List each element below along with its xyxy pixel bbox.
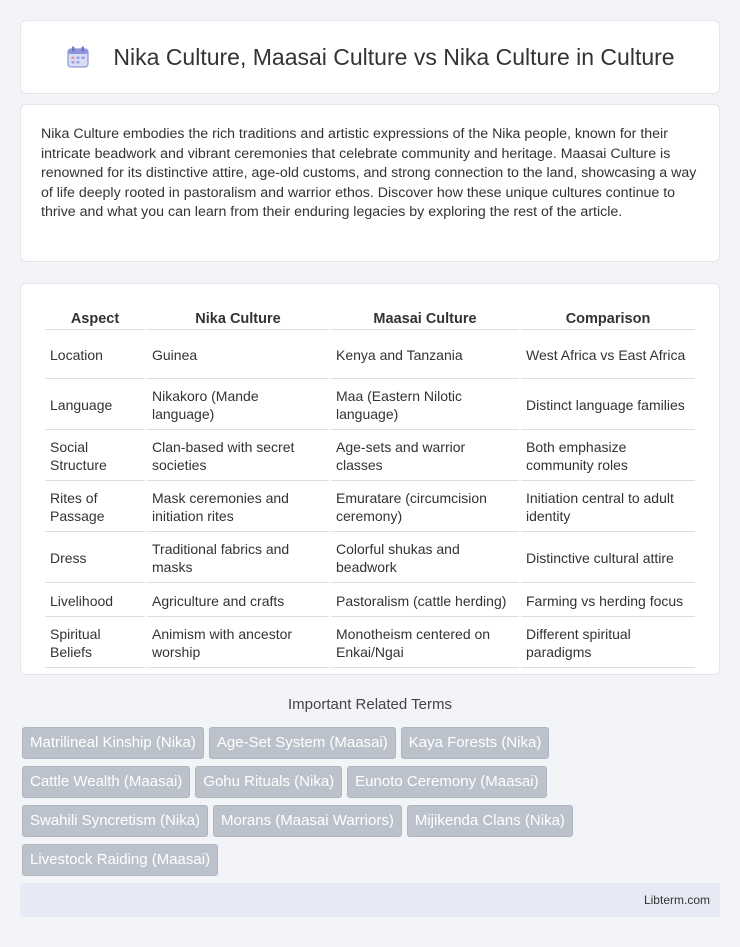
header-card: [20, 20, 720, 94]
column-header-nika: Nika Culture: [147, 306, 329, 330]
table-cell: Agriculture and crafts: [147, 585, 329, 617]
related-term-tag[interactable]: Mijikenda Clans (Nika): [407, 805, 573, 837]
table-row: [45, 534, 695, 583]
table-row: [45, 332, 695, 379]
table-cell: West Africa vs East Africa: [521, 332, 695, 379]
table-cell: Location: [45, 332, 145, 379]
table-cell: Clan-based with secret societies: [147, 432, 329, 481]
table-row: [45, 483, 695, 532]
footer: [20, 883, 720, 917]
table-cell: Pastoralism (cattle herding): [331, 585, 519, 617]
table-cell: Social Structure: [45, 432, 145, 481]
table-row: [45, 432, 695, 481]
table-cell: Farming vs herding focus: [521, 585, 695, 617]
related-terms-list: [22, 727, 722, 883]
table-cell: Colorful shukas and beadwork: [331, 534, 519, 583]
table-cell: Distinct language families: [521, 381, 695, 430]
table-cell: Emuratare (circumcision ceremony): [331, 483, 519, 532]
table-row: [45, 619, 695, 668]
table-cell: Animism with ancestor worship: [147, 619, 329, 668]
column-header-maasai: Maasai Culture: [331, 306, 519, 330]
table-cell: Different spiritual paradigms: [521, 619, 695, 668]
table-cell: Distinctive cultural attire: [521, 534, 695, 583]
related-term-tag[interactable]: Livestock Raiding (Maasai): [22, 844, 218, 876]
intro-text: Nika Culture embodies the rich traditions and artistic expressions of the Nika people, known for their intricate beadwork and vibrant ceremonies that celebrate community and heritage. Maasai Culture is renowned for its distinctive attire, age-old customs, and strong connection to the land, showcasing a way of life deeply rooted in pastoralism and warrior ethos. Discover how these unique cultures continue to thrive and what you can learn from their enduring legacies by exploring the rest of the article.: [41, 126, 697, 221]
table-cell: Nikakoro (Mande language): [147, 381, 329, 430]
table-cell: Age-sets and warrior classes: [331, 432, 519, 481]
table-row: [45, 585, 695, 617]
page-title: Nika Culture, Maasai Culture vs Nika Culture in Culture: [113, 43, 675, 70]
table-header-row: [45, 306, 695, 330]
table-cell: Mask ceremonies and initiation rites: [147, 483, 329, 532]
column-header-aspect: Aspect: [45, 306, 145, 330]
table-cell: Dress: [45, 534, 145, 583]
table-cell: Rites of Passage: [45, 483, 145, 532]
table-cell: Both emphasize community roles: [521, 432, 695, 481]
related-term-tag[interactable]: Matrilineal Kinship (Nika): [22, 727, 204, 759]
footer-site-link[interactable]: Libterm.com: [643, 893, 710, 907]
table-cell: Guinea: [147, 332, 329, 379]
comparison-table-card: [20, 283, 720, 675]
related-term-tag[interactable]: Gohu Rituals (Nika): [195, 766, 342, 798]
column-header-comparison: Comparison: [521, 306, 695, 330]
table-cell: Spiritual Beliefs: [45, 619, 145, 668]
related-term-tag[interactable]: Cattle Wealth (Maasai): [22, 766, 190, 798]
table-cell: Traditional fabrics and masks: [147, 534, 329, 583]
comparison-table: [43, 304, 697, 670]
table-cell: Language: [45, 381, 145, 430]
table-cell: Livelihood: [45, 585, 145, 617]
related-term-tag[interactable]: Swahili Syncretism (Nika): [22, 805, 208, 837]
table-cell: Maa (Eastern Nilotic language): [331, 381, 519, 430]
table-cell: Monotheism centered on Enkai/Ngai: [331, 619, 519, 668]
table-cell: Initiation central to adult identity: [521, 483, 695, 532]
related-term-tag[interactable]: Morans (Maasai Warriors): [213, 805, 402, 837]
related-term-tag[interactable]: Kaya Forests (Nika): [401, 727, 550, 759]
table-row: [45, 381, 695, 430]
related-terms-heading: Important Related Terms: [288, 696, 452, 713]
table-cell: Kenya and Tanzania: [331, 332, 519, 379]
related-term-tag[interactable]: Age-Set System (Maasai): [209, 727, 396, 759]
related-term-tag[interactable]: Eunoto Ceremony (Maasai): [347, 766, 546, 798]
intro-card: [20, 104, 720, 262]
calendar-icon: [65, 44, 91, 70]
